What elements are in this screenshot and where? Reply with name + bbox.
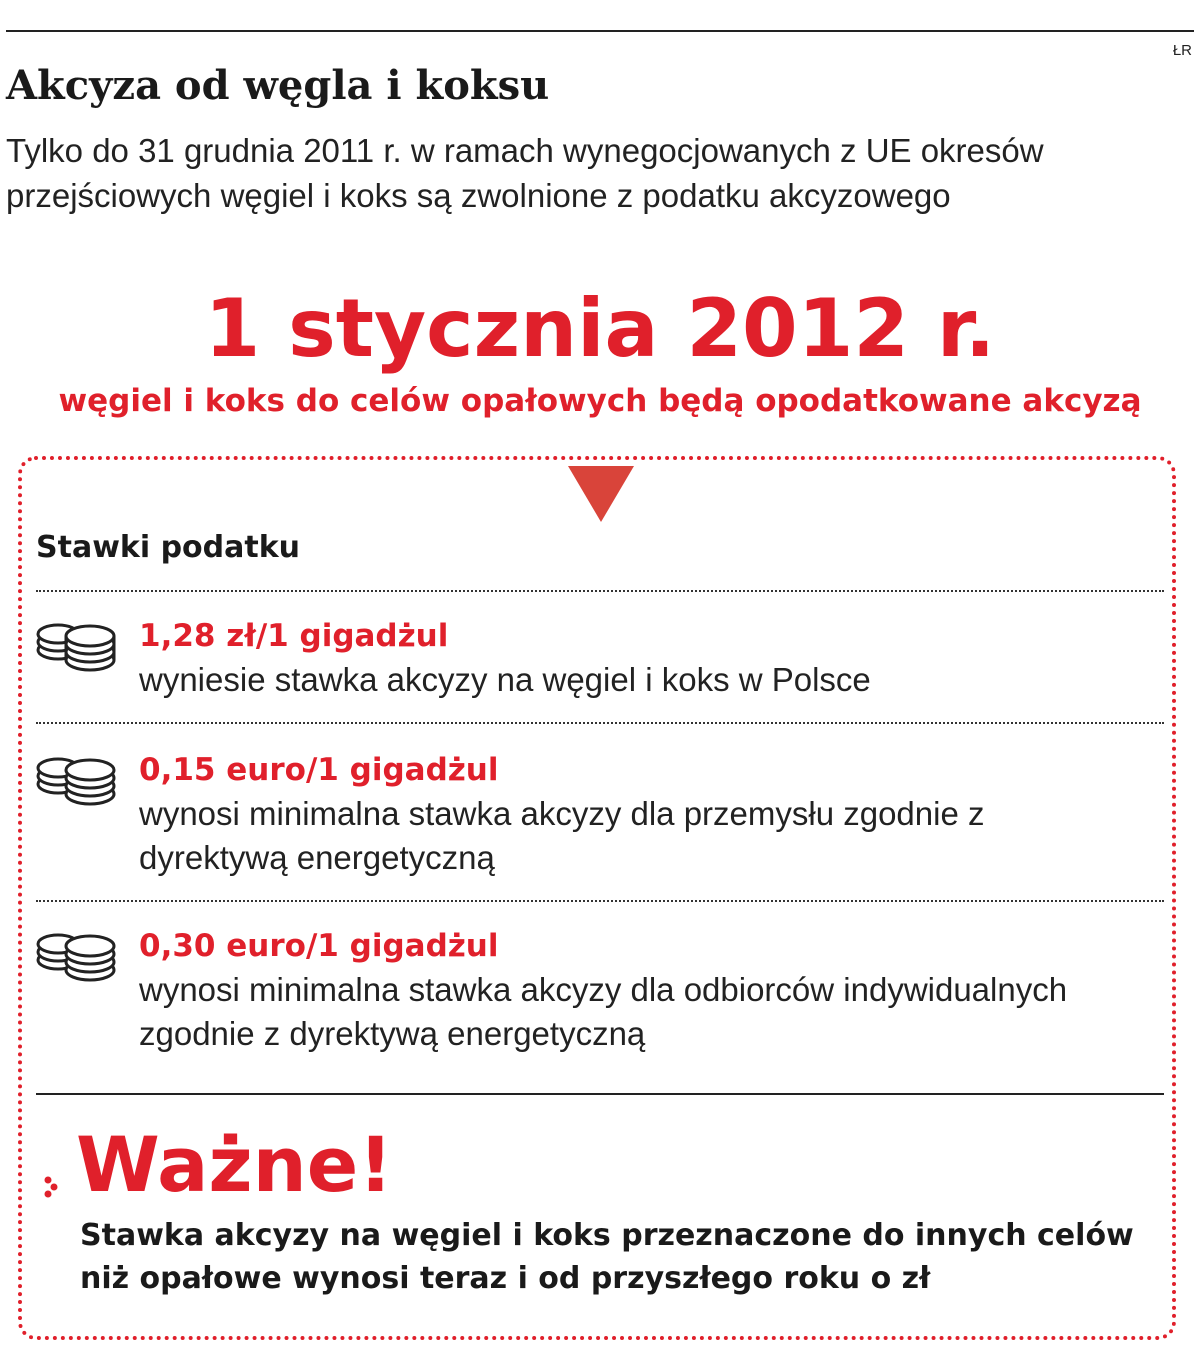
arrow-down-icon bbox=[568, 466, 634, 522]
rate-value: 0,30 euro/1 gigadżul bbox=[139, 928, 499, 964]
coins-icon bbox=[36, 750, 120, 810]
author-credit: ŁR bbox=[1172, 42, 1192, 59]
rate-description: wyniesie stawka akcyzy na węgiel i koks w Polsce bbox=[139, 661, 871, 698]
important-label: Ważne! bbox=[76, 1120, 393, 1209]
dotted-divider bbox=[36, 722, 1164, 724]
coins-icon bbox=[36, 616, 120, 676]
rate-description: wynosi minimalna stawka akcyzy dla przemysłu zgodnie z dyrektywą energetyczną bbox=[139, 795, 985, 876]
rate-value: 1,28 zł/1 gigadżul bbox=[139, 618, 449, 654]
highlight-date: 1 stycznia 2012 r. bbox=[204, 282, 996, 375]
highlight-subtitle: węgiel i koks do celów opałowych będą opodatkowane akcyzą bbox=[58, 383, 1142, 419]
rate-value: 0,15 euro/1 gigadżul bbox=[139, 752, 499, 788]
top-rule bbox=[6, 30, 1194, 32]
important-text: Stawka akcyzy na węgiel i koks przeznaczone do innych celów niż opałowe wynosi teraz i od przyszłego roku o zł bbox=[80, 1218, 1134, 1296]
rates-title: Stawki podatku bbox=[36, 530, 301, 565]
lead-paragraph: Tylko do 31 grudnia 2011 r. w ramach wynegocjowanych z UE okresów przejściowych węgiel i koks są zwolnione z podatku akcyzowego bbox=[6, 132, 1044, 214]
coins-icon bbox=[36, 926, 120, 986]
solid-divider bbox=[36, 1093, 1164, 1095]
dotted-divider bbox=[36, 900, 1164, 902]
dotted-divider bbox=[36, 590, 1164, 592]
headline: Akcyza od węgla i koksu bbox=[6, 62, 550, 109]
colon-dots-icon bbox=[40, 1172, 60, 1202]
rate-description: wynosi minimalna stawka akcyzy dla odbiorców indywidualnych zgodnie z dyrektywą energetyczną bbox=[139, 971, 1068, 1052]
